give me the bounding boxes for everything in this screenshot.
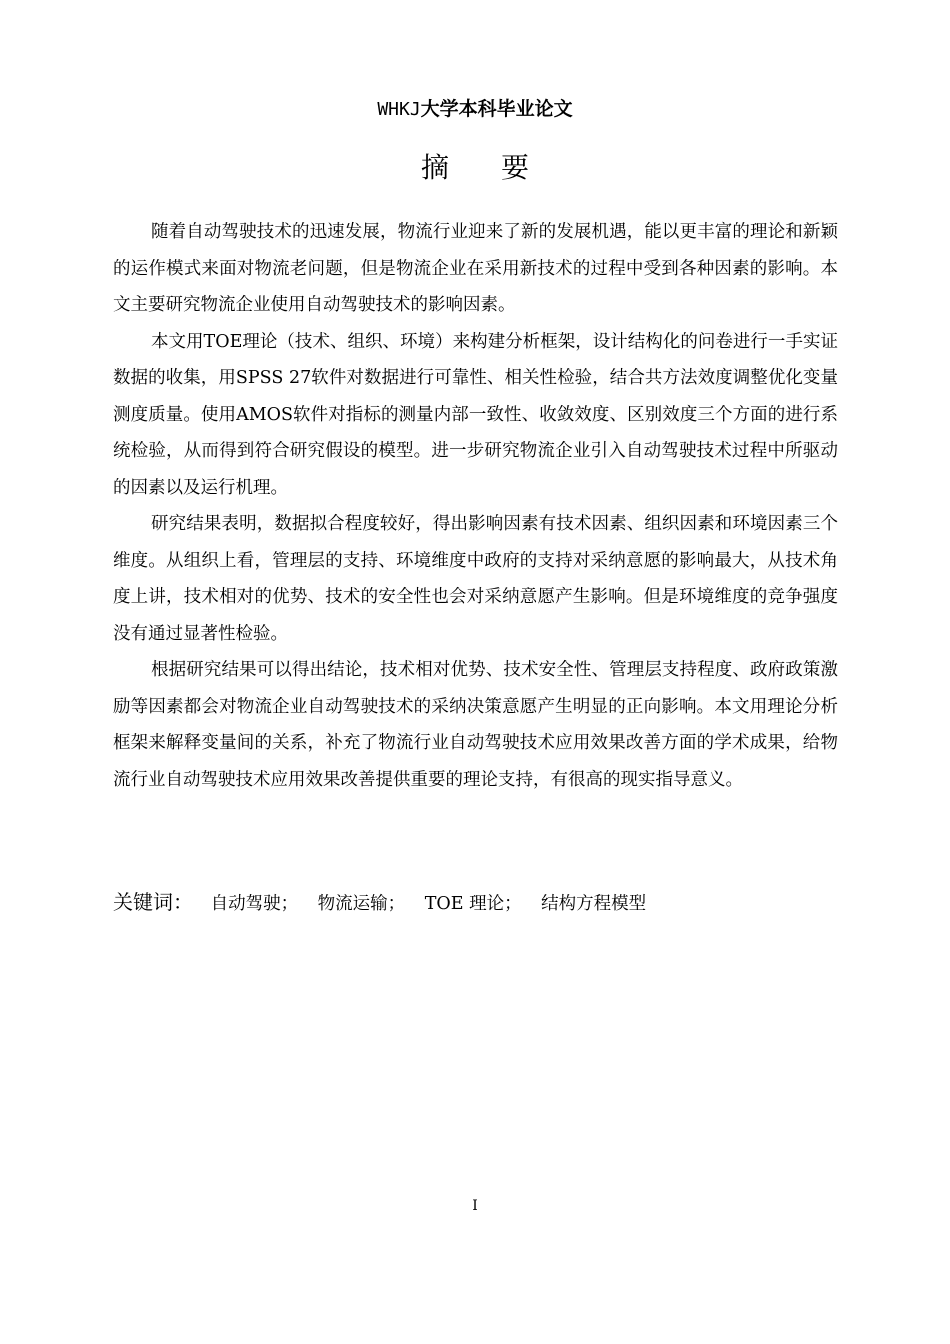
abstract-paragraph-3: 研究结果表明，数据拟合程度较好，得出影响因素有技术因素、组织因素和环境因素三个维度。从组织上看，管理层的支持、环境维度中政府的支持对采纳意愿的影响最大，从技术角度上讲，技术相对的优势、技术的安全性也会对采纳意愿产生影响。但是环境维度的竞争强度没有通过显著性检验。: [113, 514, 838, 644]
section-title: 摘要: [420, 151, 581, 184]
header-title: 大学本科毕业论文: [420, 98, 573, 120]
keywords-line: [113, 884, 838, 922]
keyword-item: 自动驾驶；: [210, 894, 299, 914]
abstract-paragraph-1: 随着自动驾驶技术的迅速发展，物流行业迎来了新的发展机遇，能以更丰富的理论和新颖的运作模式来面对物流老问题，但是物流企业在采用新技术的过程中受到各种因素的影响。本文主要研究物流企业使用自动驾驶技术的影响因素。: [113, 222, 838, 315]
abstract-paragraph-4: 根据研究结果可以得出结论，技术相对优势、技术安全性、管理层支持程度、政府政策激励等因素都会对物流企业自动驾驶技术的采纳决策意愿产生明显的正向影响。本文用理论分析框架来解释变量间的关系，补充了物流行业自动驾驶技术应用效果改善方面的学术成果，给物流行业自动驾驶技术应用效果改善提供重要的理论支持，有很高的现实指导意义。: [113, 660, 838, 790]
page-number: I: [472, 1198, 478, 1214]
abstract-body: [113, 214, 838, 798]
keyword-item: 物流运输；: [317, 894, 406, 914]
keywords-label: 关键词：: [113, 890, 193, 914]
keyword-item: TOE 理论；: [424, 894, 522, 914]
abstract-paragraph-2: 本文用TOE理论（技术、组织、环境）来构建分析框架，设计结构化的问卷进行一手实证数据的收集，用SPSS 27软件对数据进行可靠性、相关性检验，结合共方法效度调整优化变量测度质量。使用AMOS软件对指标的测量内部一致性、收敛效度、区别效度三个方面的进行系统检验，从而得到符合研究假设的模型。进一步研究物流企业引入自动驾驶技术过程中所驱动的因素以及运行机理。: [113, 331, 838, 498]
page-header: [0, 95, 950, 124]
header-code: WHKJ: [377, 99, 421, 120]
keyword-item: 结构方程模型: [541, 894, 647, 914]
